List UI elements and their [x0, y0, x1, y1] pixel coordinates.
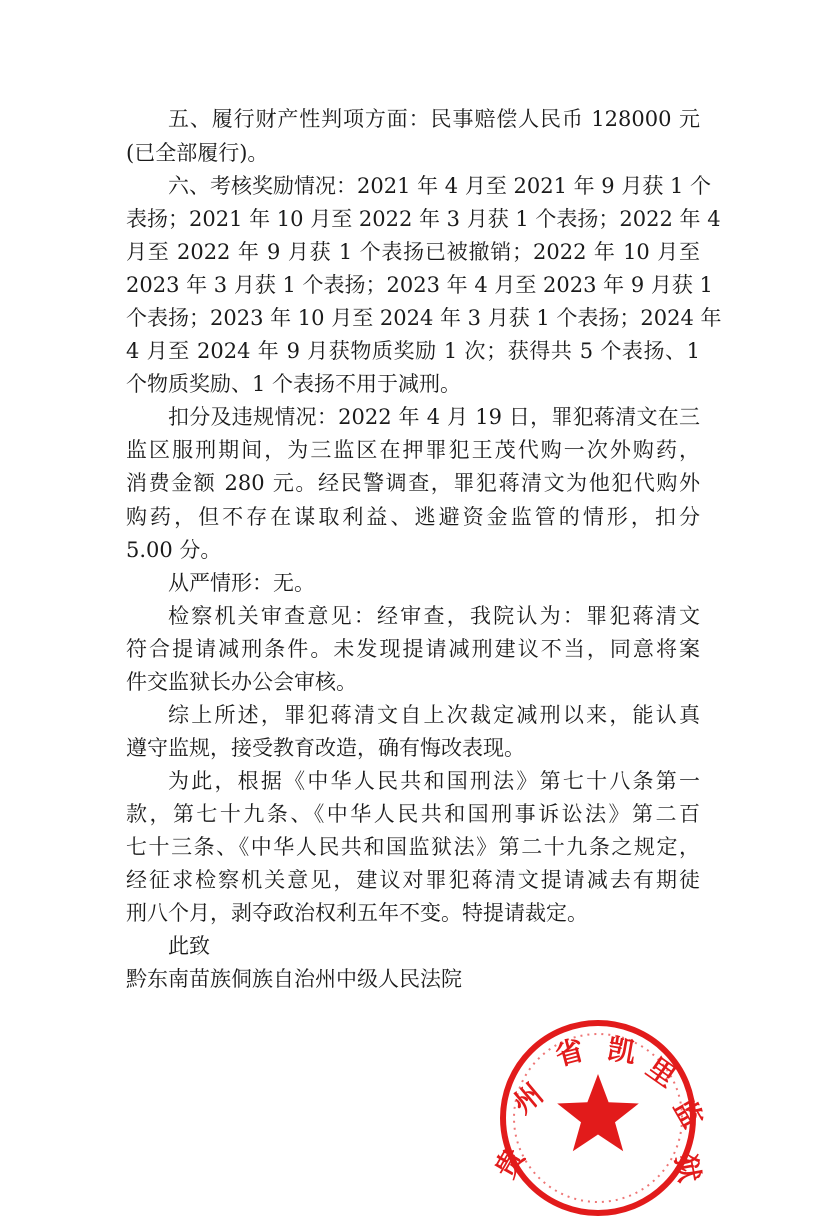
- svg-text:里: 里: [640, 1050, 683, 1094]
- paragraph-line: 从严情形：无。: [168, 571, 315, 595]
- paragraph-line: (已全部履行)。: [126, 141, 269, 165]
- paragraph-line: 款，第七十九条、《中华人民共和国刑事诉讼法》第二百: [126, 802, 700, 826]
- paragraph-line: 综上所述，罪犯蒋清文自上次裁定减刑以来，能认真: [168, 703, 700, 727]
- paragraph-line: 5.00 分。: [126, 538, 222, 562]
- paragraph-line: 经征求检察机关意见，建议对罪犯蒋清文提请减去有期徒: [126, 868, 700, 892]
- svg-text:省: 省: [551, 1033, 588, 1073]
- svg-text:监: 监: [666, 1092, 710, 1134]
- paragraph-line: 件交监狱长办公会审核。: [126, 670, 357, 694]
- official-seal-stamp: [488, 1018, 710, 1218]
- paragraph-line: 符合提请减刑条件。未发现提请减刑建议不当，同意将案: [126, 637, 700, 661]
- paragraph-line: 六、考核奖励情况：2021 年 4 月至 2021 年 9 月获 1 个: [168, 174, 712, 198]
- paragraph-line: 消费金额 280 元。经民警调查，罪犯蒋清文为他犯代购外: [126, 471, 700, 495]
- svg-text:凯: 凯: [604, 1031, 639, 1070]
- paragraph-line: 为此，根据《中华人民共和国刑法》第七十八条第一: [168, 769, 700, 793]
- svg-text:贵: 贵: [488, 1142, 532, 1184]
- star-icon: [557, 1074, 639, 1151]
- paragraph-line: 购药，但不存在谋取利益、逃避资金监管的情形，扣分: [126, 505, 700, 529]
- paragraph-line: 扣分及违规情况：2022 年 4 月 19 日，罪犯蒋清文在三: [168, 405, 700, 429]
- paragraph-line: 个表扬；2023 年 10 月至 2024 年 3 月获 1 个表扬；2024 年: [126, 306, 722, 330]
- paragraph-line: 五、履行财产性判项方面：民事赔偿人民币 128000 元: [168, 107, 700, 131]
- svg-text:狱: 狱: [668, 1151, 707, 1186]
- paragraph-line: 月至 2022 年 9 月获 1 个表扬已被撤销；2022 年 10 月至: [126, 240, 700, 264]
- paragraph-line: 检察机关审查意见：经审查，我院认为：罪犯蒋清文: [168, 604, 700, 628]
- paragraph-line: 表扬；2021 年 10 月至 2022 年 3 月获 1 个表扬；2022 年 4: [126, 207, 721, 231]
- paragraph-line: 刑八个月，剥夺政治权利五年不变。特提请裁定。: [126, 901, 588, 925]
- recipient-court: 黔东南苗族侗族自治州中级人民法院: [126, 967, 462, 991]
- paragraph-line: 遵守监规，接受教育改造，确有悔改表现。: [126, 736, 525, 760]
- svg-text:州: 州: [506, 1077, 550, 1121]
- salutation: 此致: [168, 934, 210, 958]
- paragraph-line: 2023 年 3 月获 1 个表扬；2023 年 4 月至 2023 年 9 月获 1: [126, 273, 713, 297]
- paragraph-line: 个物质奖励、1 个表扬不用于减刑。: [126, 372, 462, 396]
- paragraph-line: 4 月至 2024 年 9 月获物质奖励 1 次；获得共 5 个表扬、1: [126, 339, 700, 363]
- paragraph-line: 七十三条、《中华人民共和国监狱法》第二十九条之规定，: [126, 835, 700, 859]
- paragraph-line: 监区服刑期间，为三监区在押罪犯王茂代购一次外购药，: [126, 438, 700, 462]
